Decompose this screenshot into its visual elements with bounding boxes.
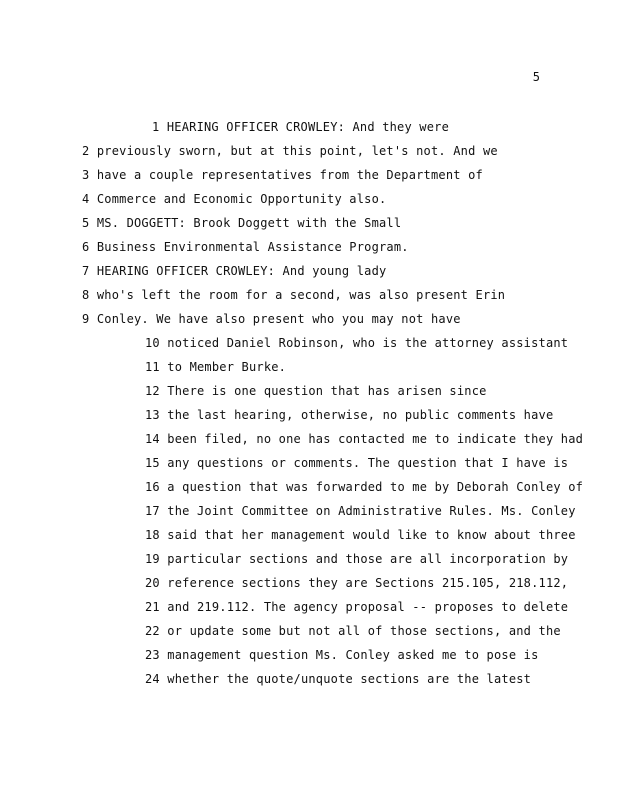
transcript-line: [145, 384, 487, 398]
line-text: Conley. We have also present who you may not have: [96, 312, 461, 326]
line-text: management question Ms. Conley asked me to pose is: [167, 648, 539, 662]
line-number: 6: [82, 240, 90, 254]
transcript-line: [145, 672, 531, 686]
transcript-line: [145, 408, 553, 422]
line-number: 9: [82, 312, 90, 326]
line-text: said that her management would like to know about three: [167, 528, 576, 542]
line-number: 14: [145, 432, 160, 446]
line-number: 24: [145, 672, 160, 686]
line-text: HEARING OFFICER CROWLEY: And they were: [166, 120, 450, 134]
transcript-line: [145, 432, 583, 446]
line-text: particular sections and those are all incorporation by: [167, 552, 569, 566]
line-spacer: [89, 288, 96, 302]
line-number: 16: [145, 480, 160, 494]
transcript-line: [82, 264, 386, 278]
line-number: 3: [82, 168, 90, 182]
line-text: Commerce and Economic Opportunity also.: [96, 192, 387, 206]
transcript-line: [152, 120, 449, 134]
line-number: 17: [145, 504, 160, 518]
line-text: MS. DOGGETT: Brook Doggett with the Small: [96, 216, 402, 230]
page-number: 5: [532, 70, 540, 84]
line-number: 21: [145, 600, 160, 614]
line-number: 12: [145, 384, 160, 398]
line-text: Business Environmental Assistance Program.: [96, 240, 409, 254]
transcript-line: [82, 144, 498, 158]
line-number: 18: [145, 528, 160, 542]
transcript-line: [82, 168, 483, 182]
line-text: previously sworn, but at this point, let's not. And we: [96, 144, 498, 158]
line-text: There is one question that has arisen since: [167, 384, 487, 398]
transcript-line: [145, 480, 583, 494]
line-spacer: [159, 120, 166, 134]
line-number: 15: [145, 456, 160, 470]
transcript-line: [145, 624, 561, 638]
line-number: 22: [145, 624, 160, 638]
line-spacer: [89, 240, 96, 254]
line-number: 13: [145, 408, 160, 422]
line-text: and 219.112. The agency proposal -- proposes to delete: [167, 600, 569, 614]
line-text: have a couple representatives from the Department of: [96, 168, 483, 182]
transcript-line: [82, 192, 386, 206]
line-text: HEARING OFFICER CROWLEY: And young lady: [96, 264, 387, 278]
line-text: reference sections they are Sections 215.105, 218.112,: [167, 576, 569, 590]
transcript-line: [145, 576, 568, 590]
line-text: to Member Burke.: [167, 360, 287, 374]
line-number: 5: [82, 216, 90, 230]
transcript-line: [145, 336, 568, 350]
line-text: been filed, no one has contacted me to indicate they had: [167, 432, 584, 446]
line-number: 20: [145, 576, 160, 590]
line-text: or update some but not all of those sections, and the: [167, 624, 561, 638]
line-text: whether the quote/unquote sections are the latest: [167, 672, 532, 686]
line-number: 8: [82, 288, 90, 302]
line-number: 11: [145, 360, 160, 374]
transcript-line: [145, 360, 286, 374]
line-text: who's left the room for a second, was also present Erin: [96, 288, 506, 302]
line-spacer: [89, 168, 96, 182]
transcript-line: [145, 504, 576, 518]
line-spacer: [89, 312, 96, 326]
line-spacer: [89, 264, 96, 278]
line-number: 10: [145, 336, 160, 350]
transcript-line: [82, 216, 401, 230]
line-number: 2: [82, 144, 90, 158]
line-number: 7: [82, 264, 90, 278]
transcript-line: [145, 528, 576, 542]
transcript-line: [82, 312, 461, 326]
line-text: any questions or comments. The question that I have is: [167, 456, 569, 470]
line-number: 19: [145, 552, 160, 566]
transcript-line: [145, 552, 568, 566]
line-spacer: [89, 216, 96, 230]
line-text: a question that was forwarded to me by Deborah Conley of: [167, 480, 584, 494]
transcript-line: [145, 456, 568, 470]
line-number: 4: [82, 192, 90, 206]
line-number: 1: [152, 120, 160, 134]
line-spacer: [89, 192, 96, 206]
line-text: the last hearing, otherwise, no public comments have: [167, 408, 554, 422]
line-text: noticed Daniel Robinson, who is the attorney assistant: [167, 336, 569, 350]
transcript-line: [145, 648, 539, 662]
line-text: the Joint Committee on Administrative Rules. Ms. Conley: [167, 504, 576, 518]
transcript-line: [82, 288, 505, 302]
transcript-line: [82, 240, 409, 254]
line-number: 23: [145, 648, 160, 662]
line-spacer: [89, 144, 96, 158]
transcript-line: [145, 600, 568, 614]
